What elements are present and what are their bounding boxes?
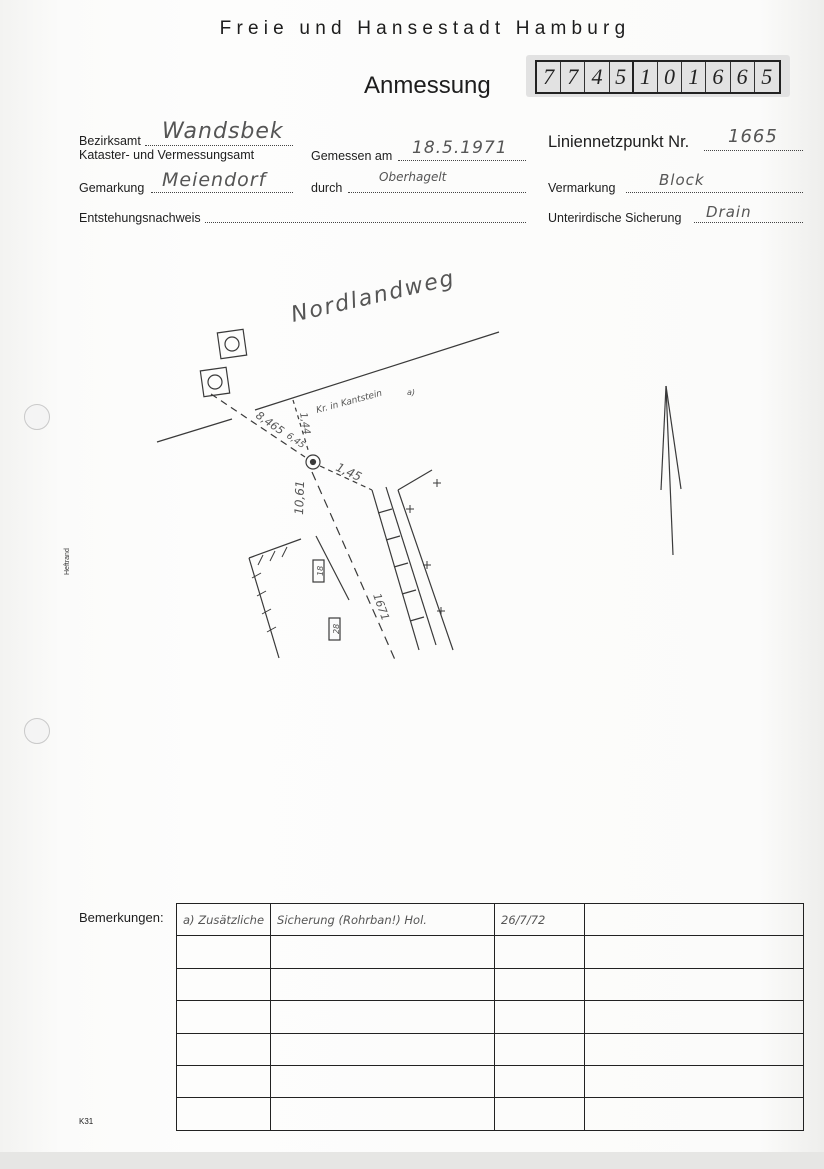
- measure-label: 1,45: [333, 460, 364, 485]
- id-digit: 6: [731, 62, 755, 92]
- table-cell: [271, 1098, 495, 1130]
- curb-line-3: [398, 470, 432, 490]
- netzpunkt-value: 1665: [728, 126, 778, 147]
- netzpunkt-label: Liniennetzpunkt Nr.: [548, 133, 690, 151]
- table-cell: [585, 1098, 804, 1130]
- table-row: [177, 1065, 804, 1097]
- gemessen-value: 18.5.1971: [412, 138, 508, 158]
- gemessen-label: Gemessen am: [311, 149, 393, 163]
- marker-circle-2: [208, 375, 222, 389]
- table-row: [177, 1033, 804, 1065]
- form-code: K31: [79, 1117, 94, 1126]
- bezirksamt-value: Wandsbek: [162, 119, 284, 144]
- table-cell: a) Zusätzliche: [177, 904, 271, 936]
- building-hatching: [252, 547, 287, 632]
- measure-label: 6,45: [284, 431, 307, 451]
- table-cell: [177, 936, 271, 968]
- gemarkung-value: Meiendorf: [162, 169, 267, 191]
- marker-circle-1: [225, 337, 239, 351]
- sicherung-value: Drain: [706, 203, 752, 221]
- table-cell: [585, 904, 804, 936]
- sketch-note-mark: a): [407, 388, 416, 397]
- north-arrow-left: [661, 386, 666, 490]
- remarks-label: Bemerkungen:: [79, 910, 164, 925]
- vermarkung-value: Block: [659, 171, 705, 189]
- vermarkung-label: Vermarkung: [548, 181, 616, 195]
- table-row: [177, 1098, 804, 1130]
- table-cell: [585, 968, 804, 1000]
- city-header: Freie und Hansestadt Hamburg: [219, 18, 631, 39]
- measure-label: 10,61: [292, 480, 308, 516]
- street-edge-left: [157, 419, 232, 442]
- table-cell: Sicherung (Rohrban!) Hol.: [271, 904, 495, 936]
- table-cell: [271, 1065, 495, 1097]
- table-cell: [495, 1001, 585, 1033]
- marker-square-2: [200, 367, 229, 396]
- document-title: Anmessung: [364, 72, 491, 99]
- building-edge-top: [249, 539, 301, 558]
- gemarkung-label: Gemarkung: [79, 181, 145, 195]
- id-digit: 1: [682, 62, 706, 92]
- plus-marks: [406, 479, 445, 615]
- table-row: [177, 968, 804, 1000]
- table-cell: [271, 1033, 495, 1065]
- building-edge-left: [249, 558, 279, 658]
- measure-label: 1671: [370, 591, 392, 623]
- table-cell: [585, 1001, 804, 1033]
- table-cell: [177, 1001, 271, 1033]
- table-row: [177, 904, 804, 936]
- marker-square-1: [217, 329, 246, 358]
- house-number: 18: [316, 565, 325, 576]
- table-cell: [585, 1033, 804, 1065]
- table-cell: [495, 1098, 585, 1130]
- binding-margin-label: Heftrand: [64, 548, 71, 575]
- table-cell: [177, 968, 271, 1000]
- entstehung-label: Entstehungsnachweis: [79, 211, 201, 225]
- table-cell: [177, 1033, 271, 1065]
- table-cell: [271, 968, 495, 1000]
- durch-value: Oberhagelt: [379, 170, 447, 184]
- remarks-table: [176, 903, 804, 1131]
- id-digit: 7: [537, 62, 561, 92]
- table-cell: [271, 1001, 495, 1033]
- street-name: Nordlandweg: [288, 265, 458, 328]
- table-cell: [177, 1098, 271, 1130]
- table-cell: [585, 936, 804, 968]
- table-cell: [177, 1065, 271, 1097]
- durch-label: durch: [311, 181, 343, 195]
- survey-point-center: [311, 460, 316, 465]
- house-number: 28: [332, 623, 341, 634]
- sicherung-label: Unterirdische Sicherung: [548, 211, 682, 225]
- table-cell: [495, 936, 585, 968]
- table-cell: [271, 936, 495, 968]
- id-digit: 5: [761, 64, 773, 89]
- measure-line-1: [211, 394, 305, 457]
- table-cell: [495, 1033, 585, 1065]
- measure-label: 8,465: [253, 408, 287, 438]
- table-cell: [495, 1065, 585, 1097]
- table-cell: 26/7/72: [495, 904, 585, 936]
- table-row: [177, 936, 804, 968]
- table-row: [177, 1001, 804, 1033]
- id-digit: 4: [585, 62, 609, 92]
- id-digit: 6: [706, 62, 730, 92]
- id-digit: 0: [658, 62, 682, 92]
- kataster-label: Kataster- und Vermessungsamt: [79, 148, 255, 162]
- measure-label: 1,44: [297, 411, 312, 436]
- sketch-note: Kr. in Kantstein: [315, 388, 384, 416]
- curb-line-4: [398, 490, 453, 650]
- id-digit: 7: [561, 62, 585, 92]
- bezirksamt-label: Bezirksamt: [79, 134, 141, 148]
- id-digit: 1: [634, 62, 658, 92]
- table-cell: [495, 968, 585, 1000]
- id-digit: 5: [610, 62, 634, 92]
- table-cell: [585, 1065, 804, 1097]
